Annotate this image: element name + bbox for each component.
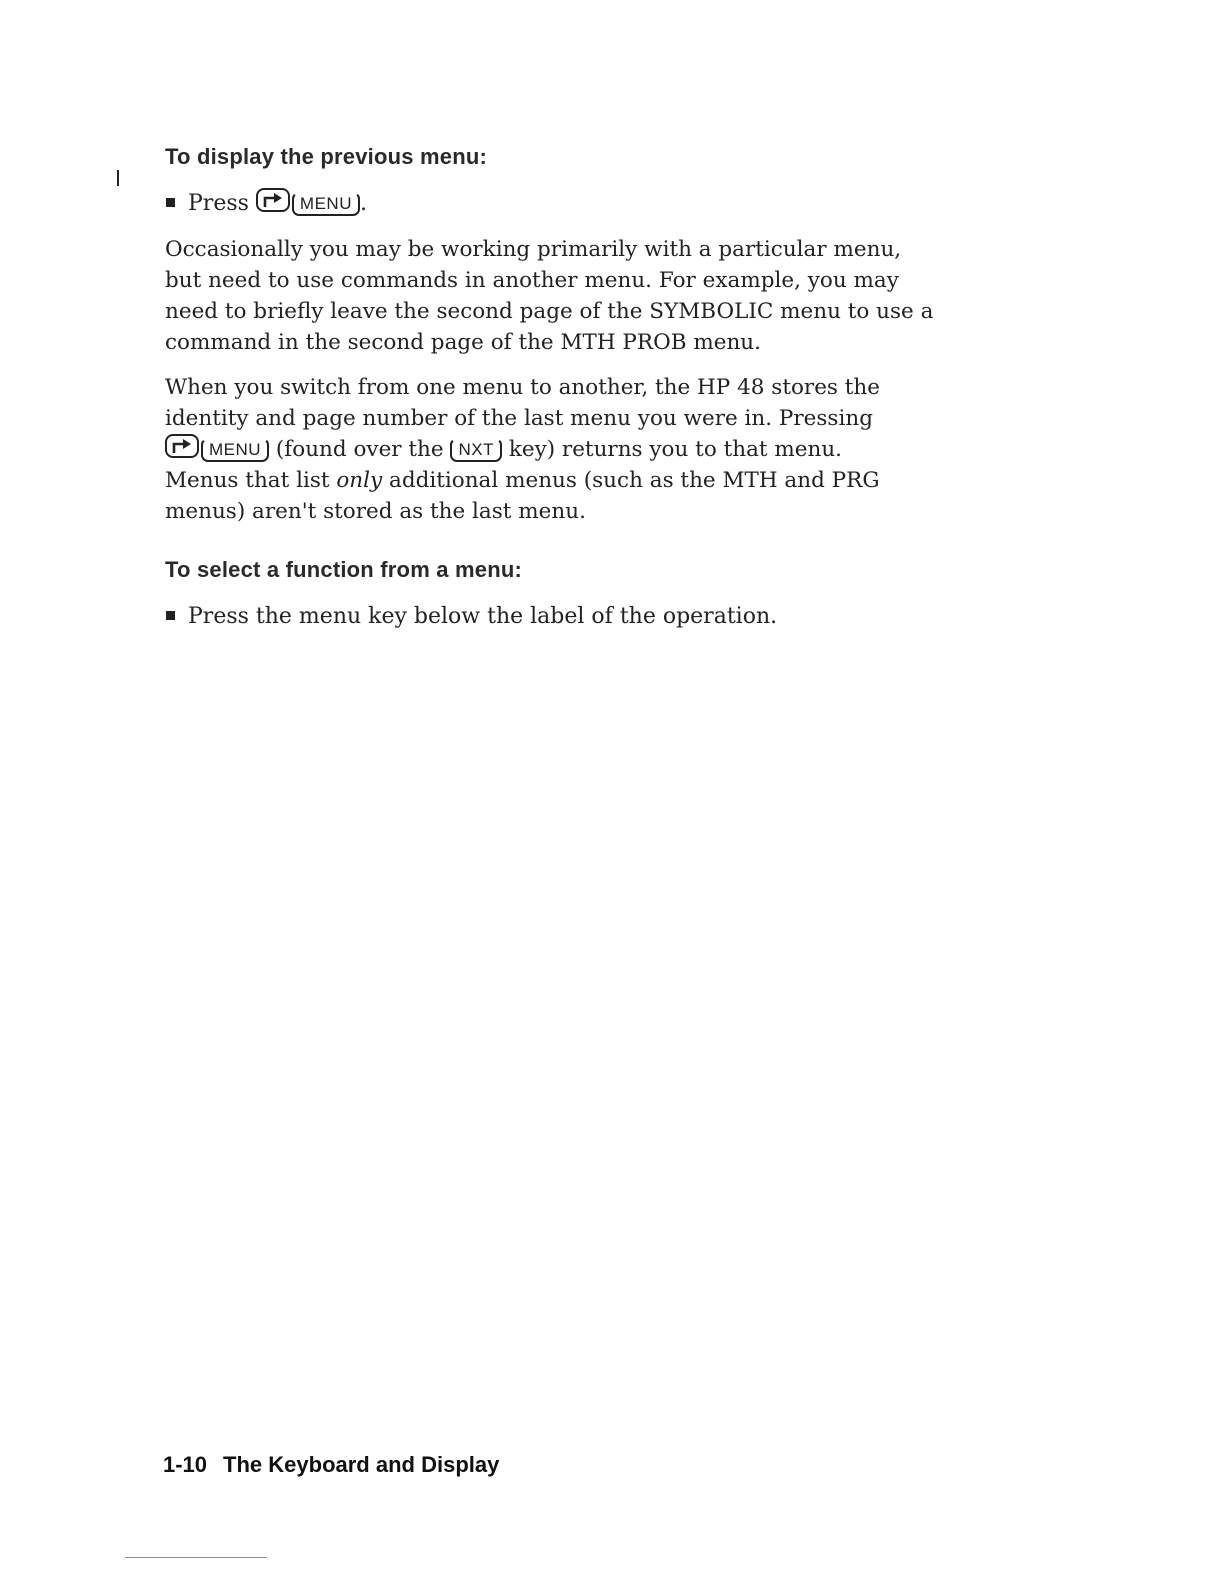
paragraph-line: Occasionally you may be working primarily with a particular menu, bbox=[165, 237, 902, 262]
paragraph-when-you-switch bbox=[165, 372, 985, 527]
paragraph-line: need to briefly leave the second page of the SYMBOLIC menu to use a bbox=[165, 299, 934, 324]
emphasis-only: only bbox=[336, 468, 383, 493]
step-press-menu-key bbox=[166, 602, 777, 632]
nxt-key: NXT bbox=[450, 438, 502, 462]
chapter-title: The Keyboard and Display bbox=[223, 1452, 500, 1477]
paragraph-line-keys bbox=[165, 434, 985, 465]
menu-key: MENU bbox=[201, 438, 269, 462]
inline-text: additional menus (such as the MTH and PRG bbox=[389, 468, 880, 493]
paragraph-line: menus) aren't stored as the last menu. bbox=[165, 499, 586, 524]
square-bullet-icon bbox=[166, 198, 175, 207]
paragraph-line-emphasis bbox=[165, 465, 985, 496]
right-shift-key-icon bbox=[256, 188, 290, 212]
step-suffix: . bbox=[359, 191, 367, 216]
change-bar bbox=[117, 170, 119, 186]
inline-text: key) returns you to that menu. bbox=[508, 437, 843, 462]
paragraph-line: command in the second page of the MTH PROB menu. bbox=[165, 330, 761, 355]
right-shift-key-icon bbox=[165, 434, 199, 458]
paragraph-occasionally bbox=[165, 234, 985, 358]
section-heading-select-function: To select a function from a menu: bbox=[165, 557, 523, 582]
section-heading-previous-menu: To display the previous menu: bbox=[165, 144, 487, 169]
paragraph-line: When you switch from one menu to another, the HP 48 stores the bbox=[165, 375, 880, 400]
page-number: 1-10 bbox=[163, 1452, 208, 1477]
menu-key: MENU bbox=[292, 192, 360, 216]
step-text: Press the menu key below the label of the operation. bbox=[188, 604, 778, 629]
bottom-rule bbox=[125, 1557, 267, 1558]
inline-text: (found over the bbox=[275, 437, 444, 462]
page-footer bbox=[163, 1452, 499, 1478]
square-bullet-icon bbox=[166, 611, 175, 620]
step-prefix: Press bbox=[188, 191, 249, 216]
paragraph-line: identity and page number of the last menu you were in. Pressing bbox=[165, 406, 873, 431]
paragraph-line: but need to use commands in another menu. For example, you may bbox=[165, 268, 899, 293]
inline-text: Menus that list bbox=[165, 468, 330, 493]
step-press-menu bbox=[166, 188, 367, 219]
